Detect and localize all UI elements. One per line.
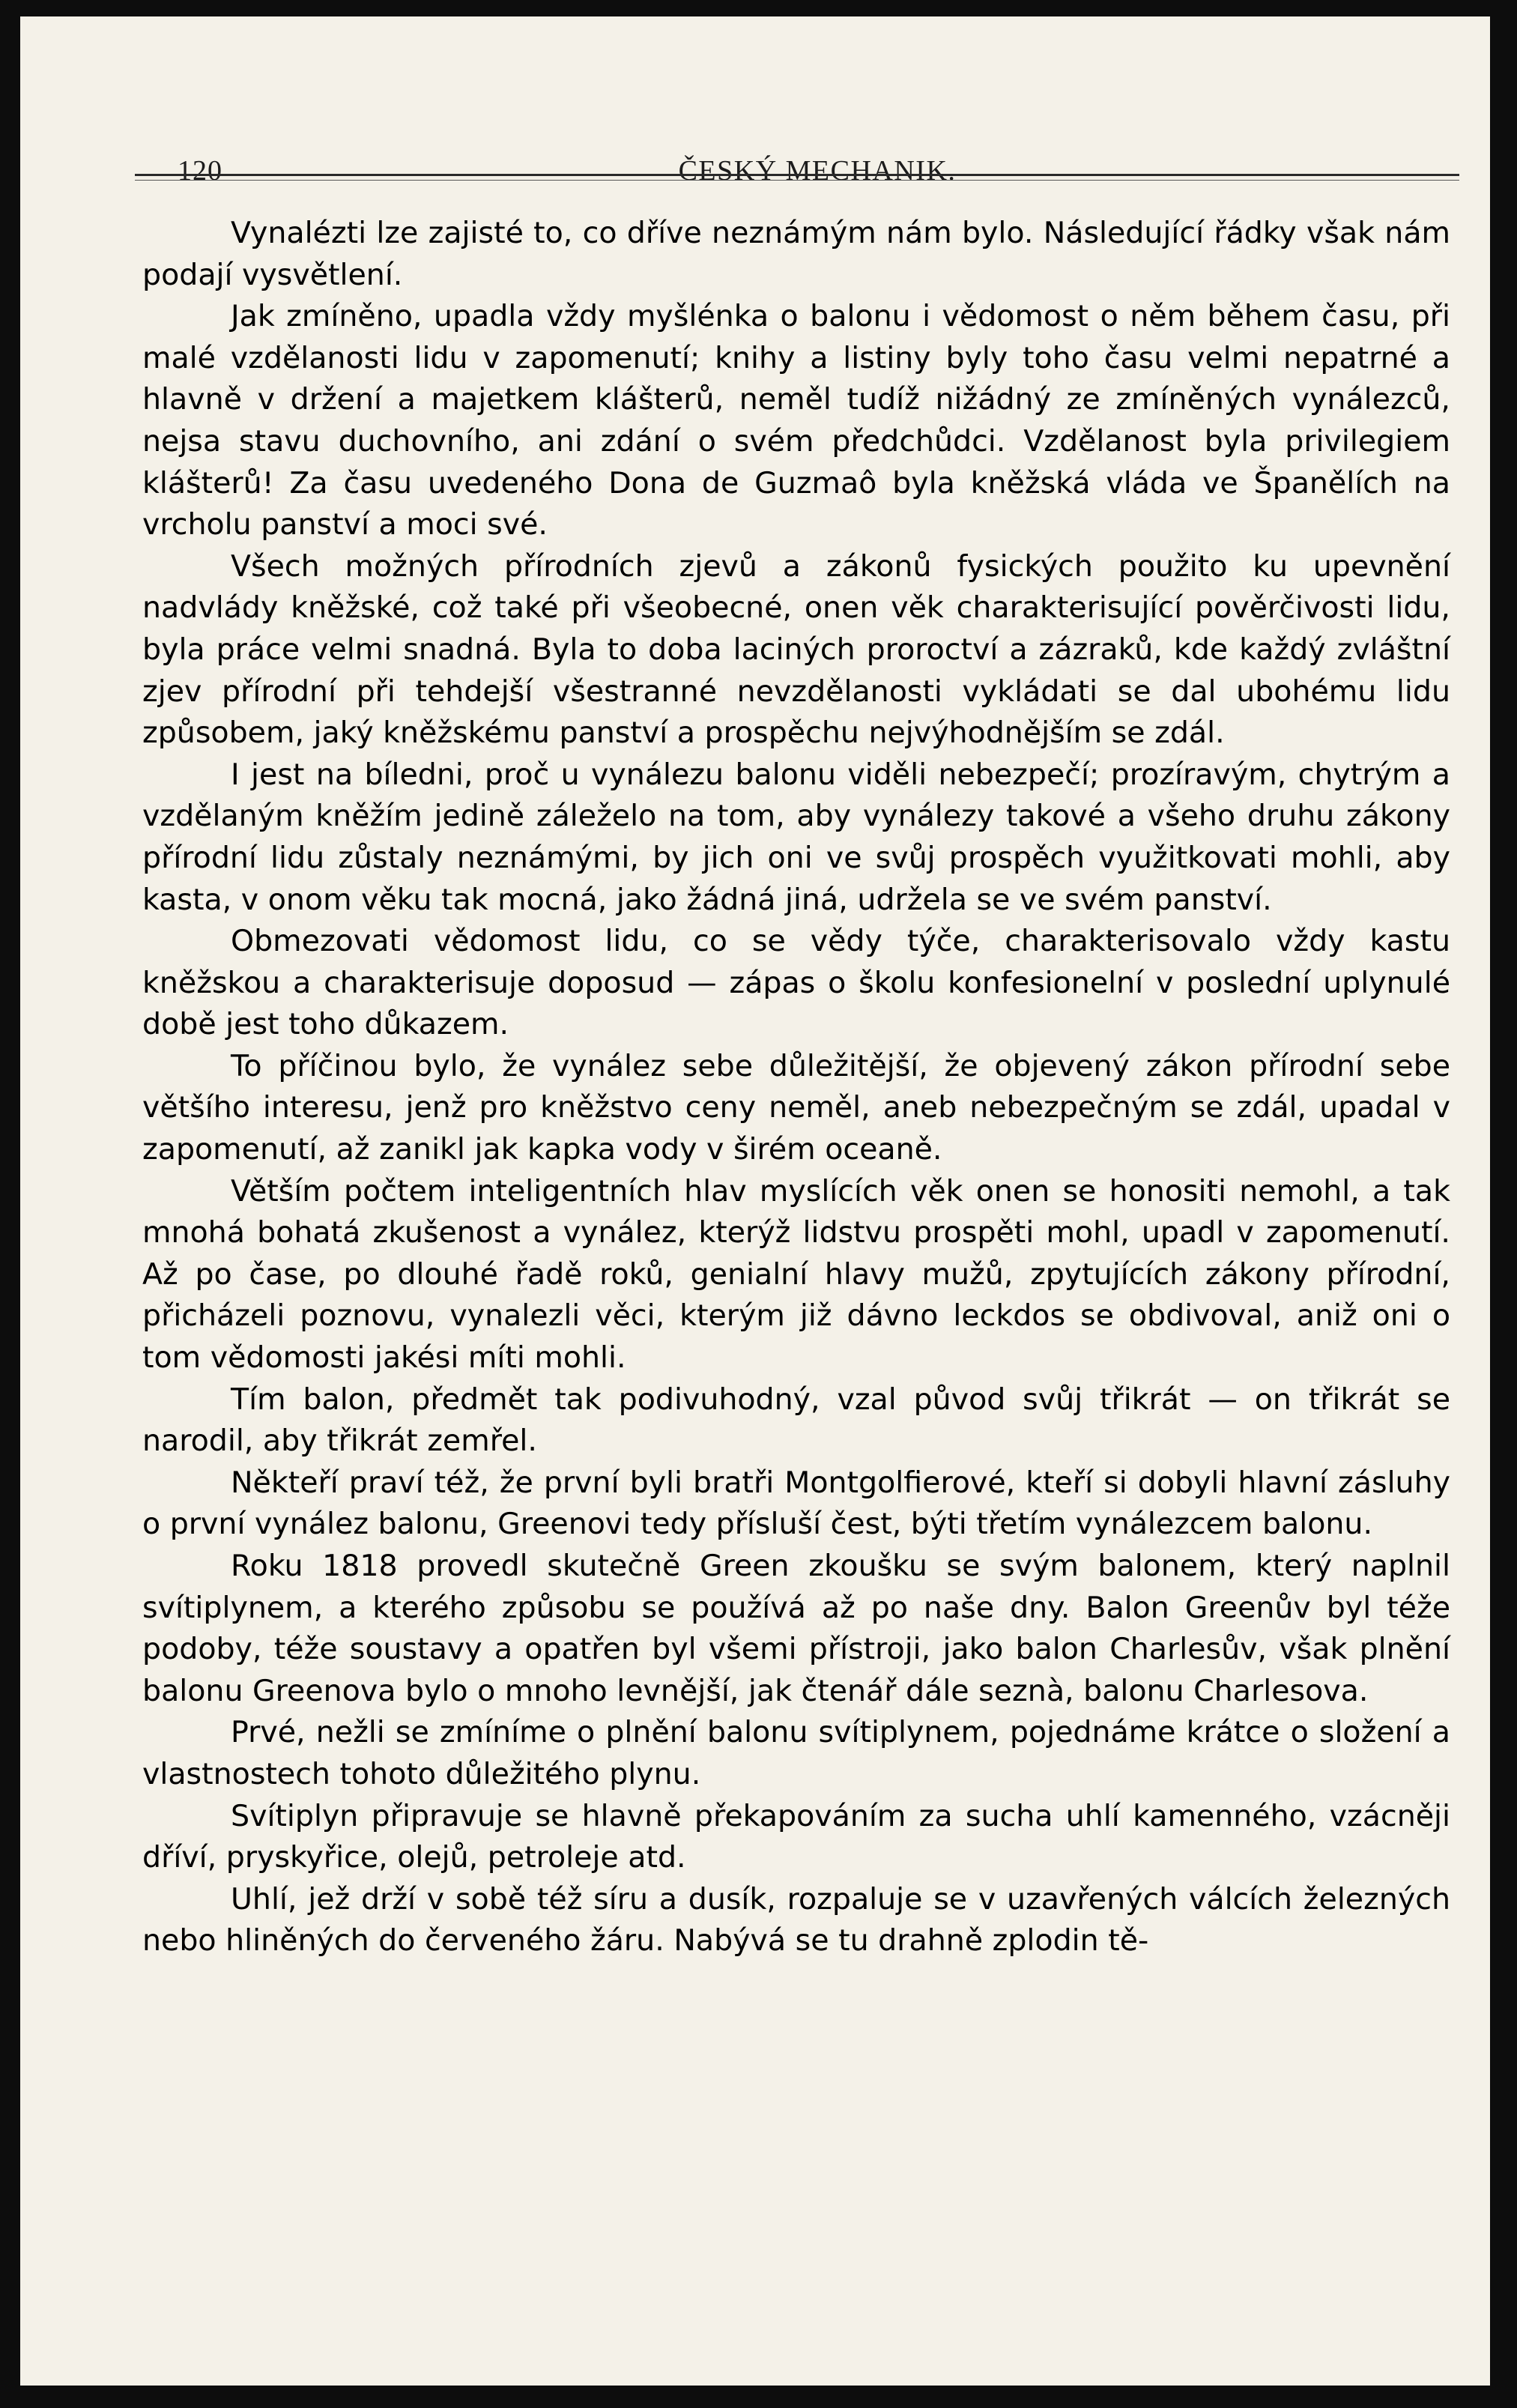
body-text xyxy=(142,213,1450,1962)
paragraph: Vynalézti lze zajisté to, co dříve neznámým nám bylo. Následující řádky však nám podají vysvětlení. xyxy=(142,216,1450,292)
paragraph: Svítiplyn připravuje se hlavně překapováním za sucha uhlí kamenného, vzácněji dříví, pryskyřice, olejů, petroleje atd. xyxy=(142,1798,1450,1875)
header-rule xyxy=(135,174,1459,176)
running-title: ČESKÝ MECHANIK. xyxy=(678,155,957,187)
paragraph: Všech možných přírodních zjevů a zákonů fysických použito ku upevnění nadvlády kněžské, což také při všeobecné, onen věk charakterisující pověrčivosti lidu, byla práce velmi snadná. Byla to doba laciných proroctví a zázraků, kde každý zvláštní zjev přírodní při tehdejší všestranné nevzdělanosti vykládati se dal ubohému lidu způsobem, jaký kněžskému panství a prospěchu nejvýhodnějším se zdál. xyxy=(142,548,1450,751)
paragraph: Někteří praví též, že první byli bratři Montgolfierové, kteří si dobyli hlavní zásluhy o první vynález balonu, Greenovi tedy přísluší čest, býti třetím vynálezcem balonu. xyxy=(142,1465,1450,1542)
paragraph: Jak zmíněno, upadla vždy myšlénka o balonu i vědomost o něm během času, při malé vzdělanosti lidu v zapomenutí; knihy a listiny byly toho času velmi nepatrné a hlavně v držení a majetkem klášterů, neměl tudíž nižádný ze zmíněných vynálezců, nejsa stavu duchovního, ani zdání o svém předchůdci. Vzdělanost byla privilegiem klášterů! Za času uvedeného Dona de Guzmaô byla kněžská vláda ve Španělích na vrcholu panství a moci své. xyxy=(142,299,1450,542)
paragraph: Tím balon, předmět tak podivuhodný, vzal původ svůj třikrát — on třikrát se narodil, aby třikrát zemřel. xyxy=(142,1382,1450,1459)
paragraph: Prvé, nežli se zmíníme o plnění balonu svítiplynem, pojednáme krátce o složení a vlastnostech tohoto důležitého plynu. xyxy=(142,1715,1450,1791)
paragraph: To příčinou bylo, že vynález sebe důležitější, že objevený zákon přírodní sebe většího interesu, jenž pro kněžstvo ceny neměl, aneb nebezpečným se zdál, upadal v zapomenutí, až zanikl jak kapka vody v širém oceaně. xyxy=(142,1048,1450,1167)
paragraph: Roku 1818 provedl skutečně Green zkoušku se svým balonem, který naplnil svítiplynem, a kterého způsobu se používá až po naše dny. Balon Greenův byl téže podoby, téže soustavy a opatřen byl všemi přístroji, jako balon Charlesův, však plnění balonu Greenova bylo o mnoho levnější, jak čtenář dále seznà, balonu Charlesova. xyxy=(142,1549,1450,1708)
paragraph: I jest na bíledni, proč u vynálezu balonu viděli nebezpečí; prozíravým, chytrým a vzdělaným kněžím jedině záleželo na tom, aby vynálezy takové a všeho druhu zákony přírodní lidu zůstaly neznámými, by jich oni ve svůj prospěch využitkovati mohli, aby kasta, v onom věku tak mocná, jako žádná jiná, udržela se ve svém panství. xyxy=(142,757,1450,917)
paragraph: Větším počtem inteligentních hlav myslících věk onen se honositi nemohl, a tak mnohá bohatá zkušenost a vynález, kterýž lidstvu prospěti mohl, upadl v zapomenutí. Až po čase, po dlouhé řadě roků, genialní hlavy mužů, zpytujících zákony přírodní, přicházeli poznovu, vynalezli věci, kterým již dávno leckdos se obdivoval, aniž oni o tom vědomosti jakési míti mohli. xyxy=(142,1173,1450,1376)
paragraph: Uhlí, jež drží v sobě též síru a dusík, rozpaluje se v uzavřených válcích železných nebo hliněných do červeného žáru. Nabývá se tu drahně zplodin tě- xyxy=(142,1881,1450,1958)
page-number: 120 xyxy=(178,155,222,187)
header-rule-thin xyxy=(135,180,1459,181)
paragraph: Obmezovati vědomost lidu, co se vědy týče, charakterisovalo vždy kastu kněžskou a charakterisuje doposud — zápas o školu konfesionelní v poslední uplynulé době jest toho důkazem. xyxy=(142,924,1450,1042)
